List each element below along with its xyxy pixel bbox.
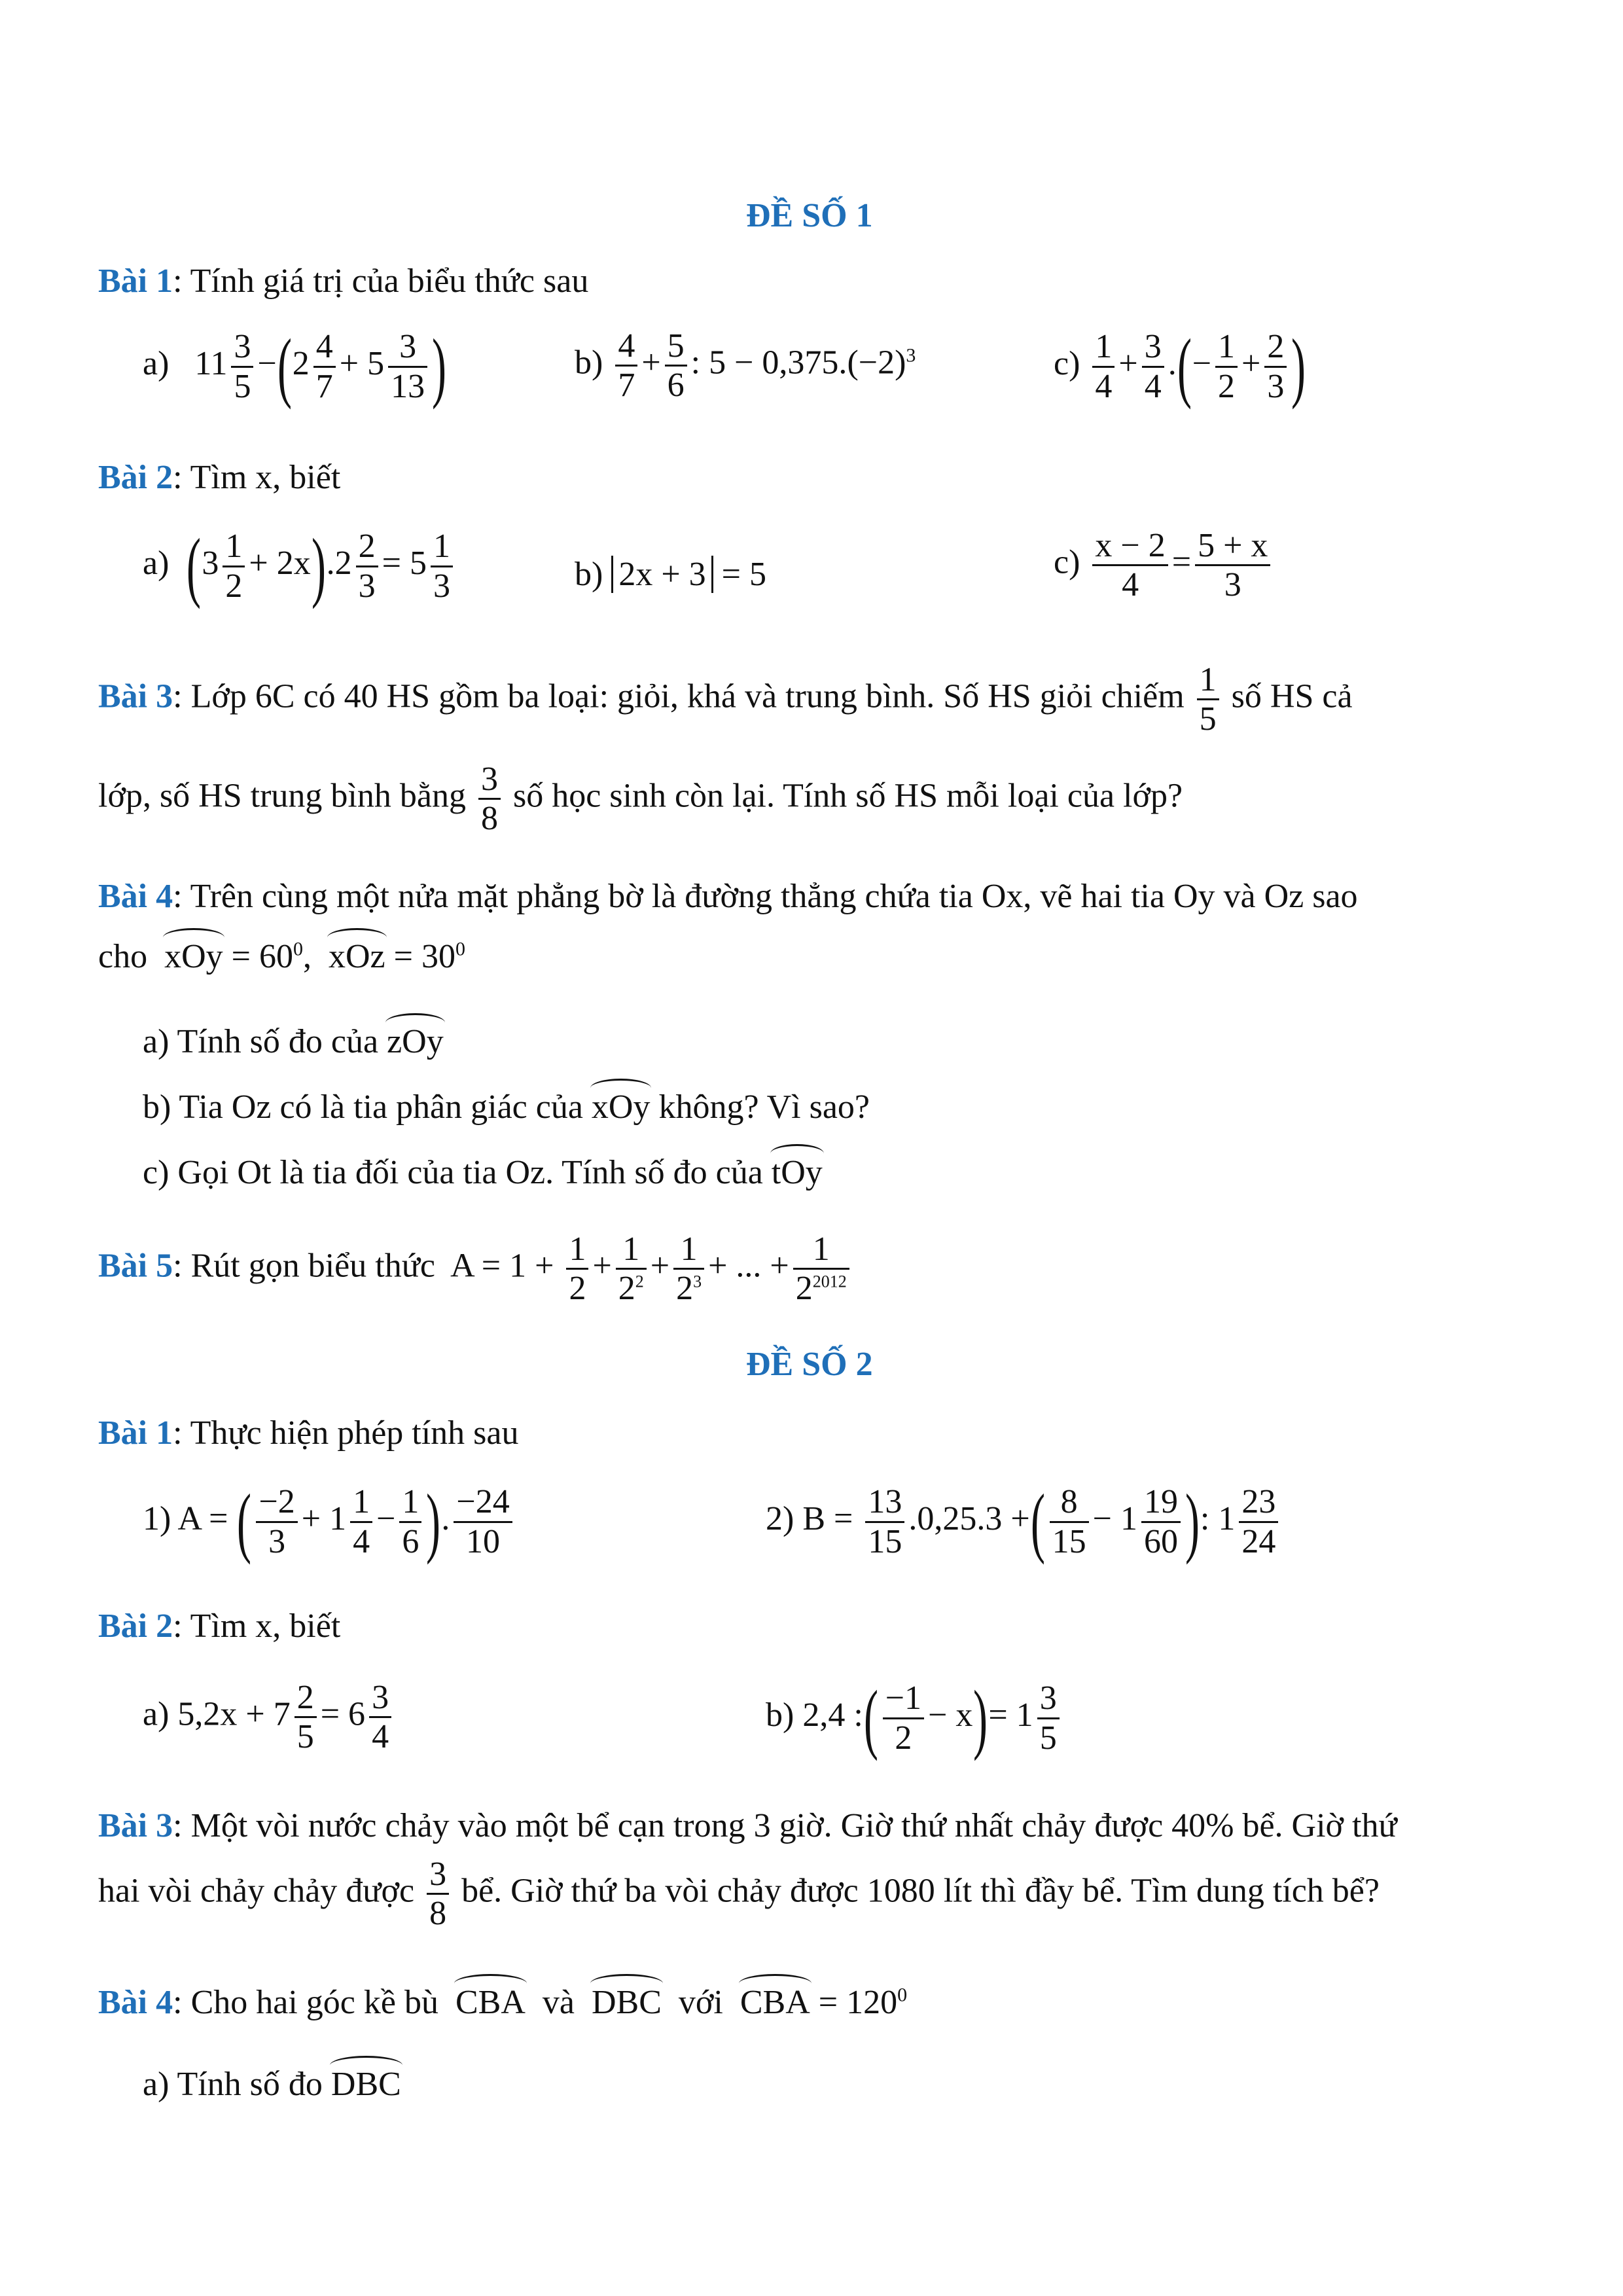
de1-bai4-line2: cho xOy = $60^0$, xOz = $30^0$ — [98, 938, 465, 975]
de1-bai4-c: c) Gọi Ot là tia đối của tia Oz. Tính số đo của tOy — [143, 1154, 823, 1191]
de1-bai1-a: a) 11 $\frac{3}{5}$ −(2 $\frac{4}{7}$ + 5 $\frac{3}{13}$ ) — [143, 323, 447, 410]
de2-bai4-line1: Bài 4: Cho hai góc kề bù CBA và DBC với CBA = $120^0$ — [98, 1984, 908, 2021]
de2-bai2-heading: Bài 2: Tìm x, biết — [98, 1607, 341, 1645]
de1-bai2-heading: Bài 2: Tìm x, biết — [98, 459, 341, 496]
de1-bai4-a: a) Tính số đo của zOy — [143, 1023, 444, 1060]
de1-bai3-line2: lớp, số HS trung bình bằng $\frac{3}{8}$ số học sinh còn lại. Tính số HS mỗi loại của lớp? — [98, 761, 1183, 838]
de1-bai4-b: b) Tia Oz có là tia phân giác của xOy không? Vì sao? — [143, 1088, 870, 1126]
de2-bai3-line2: hai vòi chảy chảy được $\frac{3}{8}$ bể. Giờ thứ ba vòi chảy được 1080 lít thì đầy bể. Tìm dung tích bể? — [98, 1856, 1380, 1933]
de1-bai2-c: c) $\frac{x - 2}{4}$ = $\frac{5 + x}{3}$ — [1054, 527, 1274, 603]
de1-bai1-b: b) $\frac{4}{7}$ + $\frac{5}{6}$ : $5 - 0,375.(-2)^3$ — [575, 327, 916, 404]
de1-bai2-b: b) 2x + 3 = 5 — [575, 556, 766, 593]
de2-bai1-heading: Bài 1: Thực hiện phép tính sau — [98, 1414, 519, 1452]
de1-bai4-line1: Bài 4: Trên cùng một nửa mặt phẳng bờ là đường thẳng chứa tia Ox, vẽ hai tia Oy và Oz sao — [98, 878, 1358, 915]
page-title-de-2: ĐỀ SỐ 2 — [746, 1346, 873, 1383]
de1-bai3-line1: Bài 3: Lớp 6C có 40 HS gồm ba loại: giỏi, khá và trung bình. Số HS giỏi chiếm $\frac{1}{5}$ số HS cả — [98, 661, 1353, 738]
page-title-de-1: ĐỀ SỐ 1 — [746, 197, 873, 234]
de2-bai1-2: 2) B = $\frac{13}{15}$ .0,25.3 +( $\frac{8}{15}$ − 1 $\frac{19}{60}$ ): 1 $\frac{23}{24}$ — [766, 1482, 1282, 1561]
de1-bai5: Bài 5: Rút gọn biểu thức A = 1 + $\frac{1}{2}$ + $\frac{1}{2^2}$ + $\frac{1}{2^3}$ + ... + $\frac{1}{2^{2012}}$ — [98, 1230, 853, 1307]
de1-bai1-heading: Bài 1: Tính giá trị của biểu thức sau — [98, 262, 589, 300]
de2-bai2-a: a) 5,2x + 7 $\frac{2}{5}$ = 6 $\frac{3}{4}$ — [143, 1679, 395, 1755]
de2-bai3-line1: Bài 3: Một vòi nước chảy vào một bể cạn trong 3 giờ. Giờ thứ nhất chảy được 40% bể. Giờ thứ — [98, 1807, 1397, 1844]
de2-bai4-a: a) Tính số đo DBC — [143, 2066, 401, 2103]
de1-bai1-c: c) $\frac{1}{4}$ + $\frac{3}{4}$ .(− $\frac{1}{2}$ + $\frac{2}{3}$ ) — [1054, 323, 1306, 410]
de2-bai2-b: b) 2,4 :( $\frac{-1}{2}$ − x)= 1 $\frac{3}{5}$ — [766, 1679, 1063, 1757]
de1-bai2-a: a) (3 $\frac{1}{2}$ + 2x).2 $\frac{2}{3}$ = 5 $\frac{1}{3}$ — [143, 527, 457, 605]
de2-bai1-1: 1) A = ( $\frac{-2}{3}$ + 1 $\frac{1}{4}$ − $\frac{1}{6}$ ). $\frac{-24}{10}$ — [143, 1482, 516, 1561]
bai-label: Bài 1 — [98, 262, 173, 300]
